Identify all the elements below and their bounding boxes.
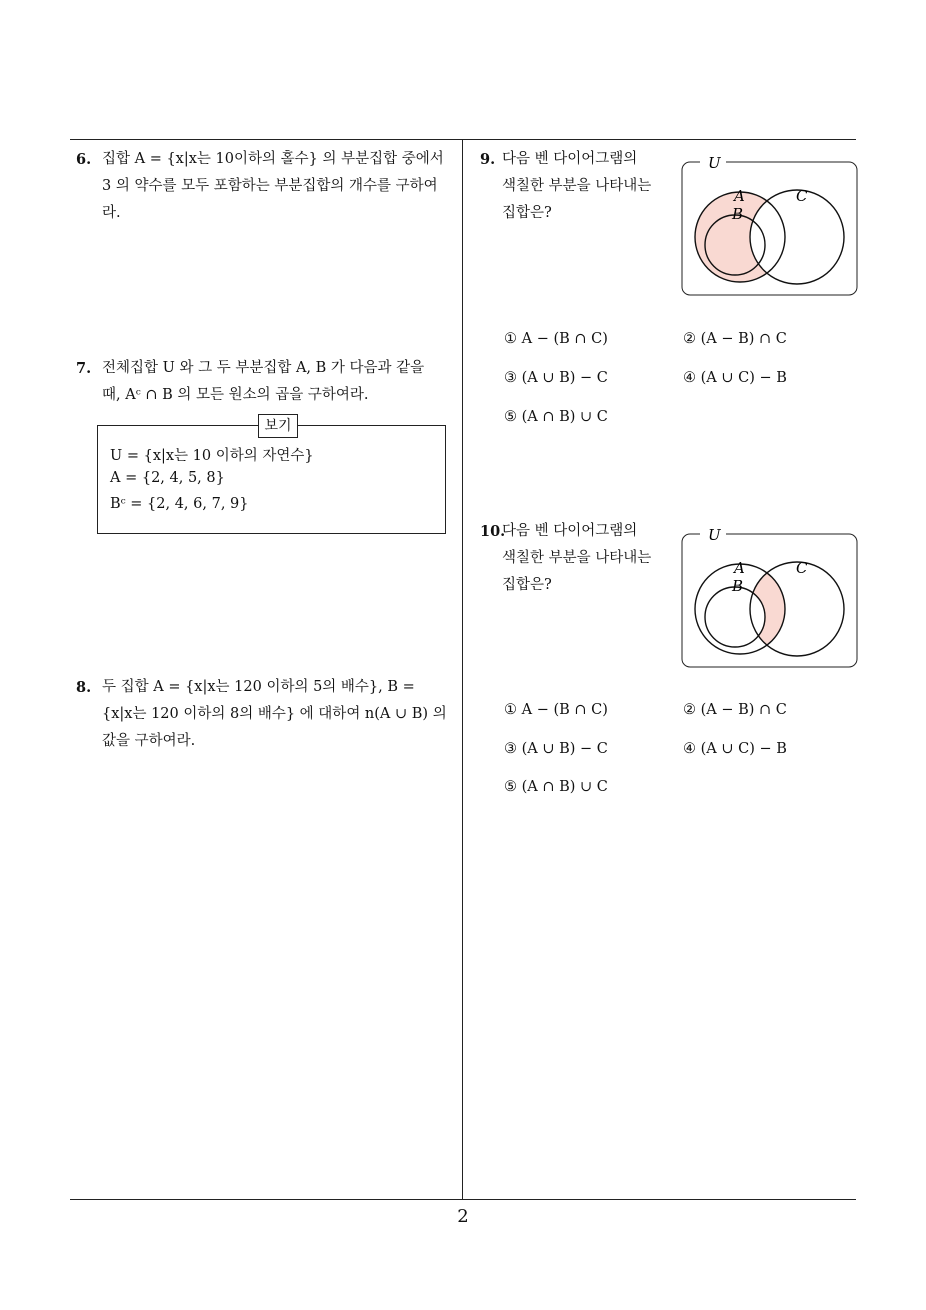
- question-line: 전체집합 U 와 그 두 부분집합 A, B 가 다음과 같을: [102, 360, 425, 376]
- bogi-line: Bᶜ = {2, 4, 6, 7, 9}: [110, 496, 249, 512]
- question-line: 값을 구하여라.: [102, 733, 196, 749]
- question-10: [480, 518, 670, 602]
- universe-label: U: [708, 154, 721, 172]
- choice-3[interactable]: ③ (A ∪ B) − C: [504, 370, 608, 386]
- choice-5[interactable]: ⑤ (A ∩ B) ∪ C: [504, 409, 608, 425]
- question-line: 다음 벤 다이어그램의: [502, 151, 638, 167]
- question-line: 다음 벤 다이어그램의: [502, 523, 638, 539]
- top-rule: [70, 139, 856, 140]
- question-number: 7.: [76, 360, 92, 377]
- choice-2[interactable]: ② (A − B) ∩ C: [683, 331, 787, 347]
- bottom-rule: [70, 1199, 856, 1200]
- label-a: A: [734, 187, 745, 205]
- question-line: 두 집합 A = {x|x는 120 이하의 5의 배수}, B =: [102, 679, 415, 695]
- choice-2[interactable]: ② (A − B) ∩ C: [683, 702, 787, 718]
- label-b: B: [732, 205, 744, 223]
- choice-5[interactable]: ⑤ (A ∩ B) ∪ C: [504, 779, 608, 795]
- question-line: 색칠한 부분을 나타내는: [502, 178, 652, 194]
- question-8: [76, 674, 456, 758]
- venn-diagram-9: [680, 152, 860, 300]
- column-divider: [462, 139, 463, 1200]
- question-number: 9.: [480, 151, 496, 168]
- choice-4[interactable]: ④ (A ∪ C) − B: [683, 741, 787, 757]
- question-line: 라.: [102, 205, 121, 221]
- choice-1[interactable]: ① A − (B ∩ C): [504, 331, 608, 347]
- question-line: 색칠한 부분을 나타내는: [502, 550, 652, 566]
- question-line: 3 의 약수를 모두 포함하는 부분집합의 개수를 구하여: [102, 178, 438, 194]
- question-number: 8.: [76, 679, 92, 696]
- choice-4[interactable]: ④ (A ∪ C) − B: [683, 370, 787, 386]
- question-9: [480, 146, 670, 230]
- question-text: [102, 674, 447, 755]
- label-b: B: [732, 577, 744, 595]
- question-text: [102, 355, 424, 409]
- question-text: [502, 518, 651, 599]
- universe-label: U: [708, 526, 721, 544]
- label-c: C: [796, 187, 808, 205]
- question-line: {x|x는 120 이하의 8의 배수} 에 대하여 n(A ∪ B) 의: [102, 706, 447, 722]
- choice-3[interactable]: ③ (A ∪ B) − C: [504, 741, 608, 757]
- page-number: 2: [457, 1206, 469, 1227]
- bogi-title: 보기: [258, 414, 298, 438]
- question-number: 6.: [76, 151, 92, 168]
- label-a: A: [734, 559, 745, 577]
- question-number: 10.: [480, 523, 506, 540]
- question-line: 때, Aᶜ ∩ B 의 모든 원소의 곱을 구하여라.: [102, 387, 369, 403]
- venn-diagram-10: [680, 524, 860, 672]
- bogi-box: [97, 418, 446, 534]
- question-line: 집합은?: [502, 577, 552, 593]
- question-7: [76, 355, 456, 411]
- question-line: 집합 A = {x|x는 10이하의 홀수} 의 부분집합 중에서: [102, 151, 444, 167]
- question-text: [502, 146, 651, 227]
- question-text: [102, 146, 444, 227]
- question-line: 집합은?: [502, 205, 552, 221]
- bogi-line: U = {x|x는 10 이하의 자연수}: [110, 448, 314, 464]
- label-c: C: [796, 559, 808, 577]
- question-6: [76, 146, 456, 230]
- choice-1[interactable]: ① A − (B ∩ C): [504, 702, 608, 718]
- bogi-line: A = {2, 4, 5, 8}: [110, 470, 225, 486]
